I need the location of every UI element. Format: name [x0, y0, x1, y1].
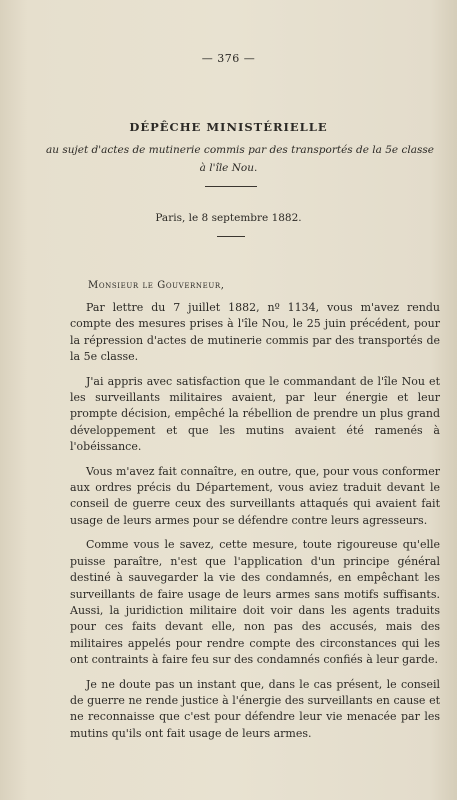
date-divider: [217, 236, 245, 237]
salutation: Monsieur le Gouverneur,: [88, 280, 225, 291]
paragraph: Vous m'avez fait connaître, en outre, que, pour vous conformer aux ordres précis du Département, vous aviez traduit devant le conseil de guerre ceux des surveillants attaqués qui avaient fait usage de leurs armes pour se défendre contre leurs agresseurs.: [70, 464, 440, 527]
page-number: — 376 —: [201, 52, 256, 65]
letter-body: [70, 300, 440, 750]
subtitle-line-1: au sujet d'actes de mutinerie commis par des transportés de la 5e classe: [46, 144, 434, 156]
paragraph: Comme vous le savez, cette mesure, toute rigoureuse qu'elle puisse paraître, n'est que l'application d'un principe général destiné à sauvegarder la vie des condamnés, en empêchant les surveillants de faire usage de leurs armes sans motifs suffisants. Aussi, la juridiction militaire doit voir dans les agents traduits pour ces faits devant elle, non pas des accusés, mais des militaires appelés pour rendre compte des circonstances qui les ont contraints à faire feu sur des condamnés confiés à leur garde.: [70, 538, 440, 667]
paragraph: Par lettre du 7 juillet 1882, nº 1134, vous m'avez rendu compte des mesures prises à l'île Nou, le 25 juin précédent, pour la répression d'actes de mutinerie commis par des transportés de la 5e classe.: [70, 301, 440, 364]
subtitle-line-2: à l'île Nou.: [199, 162, 258, 174]
paragraph: J'ai appris avec satisfaction que le commandant de l'île Nou et les surveillants militaires avaient, par leur énergie et leur prompte décision, empêché la rébellion de prendre un plus grand développement et que les mutins avaient été ramenés à l'obéissance.: [70, 374, 440, 454]
dispatch-title: DÉPÊCHE MINISTÉRIELLE: [129, 120, 328, 134]
paragraph: Je ne doute pas un instant que, dans le cas présent, le conseil de guerre ne rende justice à l'énergie des surveillants en cause et ne reconnaisse que c'est pour défendre leur vie menacée par les mutins qu'ils ont fait usage de leurs armes.: [70, 677, 440, 740]
title-divider: [205, 186, 257, 187]
date-line: Paris, le 8 septembre 1882.: [155, 212, 302, 224]
